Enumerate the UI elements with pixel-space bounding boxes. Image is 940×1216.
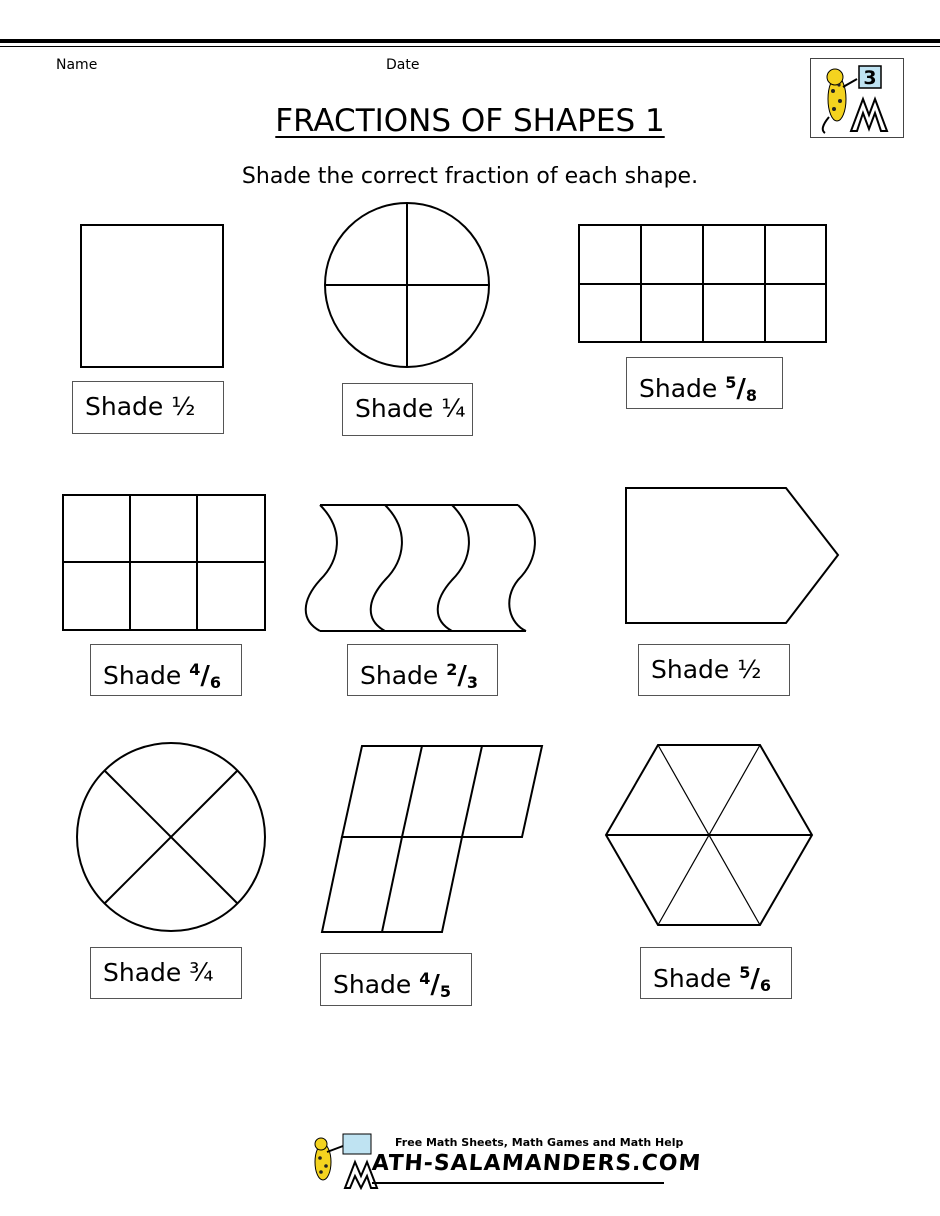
fraction-text: ½ [171,392,196,421]
label-prefix: Shade [103,958,190,987]
fraction-slash: / [750,964,760,994]
footer-tagline: Free Math Sheets, Math Games and Math Help [395,1136,684,1149]
fraction-slash: / [457,661,467,691]
label-problem-2 [342,383,473,436]
label-prefix: Shade [651,655,738,684]
footer-underline [372,1182,664,1184]
fraction-slash: / [736,374,746,404]
fraction-numerator: 4 [419,969,431,988]
logo-badge-number: 3 [863,67,877,89]
label-problem-7 [90,947,242,999]
fraction-slash: / [200,661,210,691]
fraction-slash: / [430,970,440,1000]
label-prefix: Shade [639,374,726,403]
label-prefix: Shade [103,661,190,690]
circle-x-quarters-shape[interactable] [74,740,268,934]
label-problem-1 [72,381,224,434]
label-prefix: Shade [360,661,447,690]
label-prefix: Shade [333,970,420,999]
circle-quarters-shape[interactable] [322,202,492,372]
label-problem-5 [347,644,498,696]
label-prefix: Shade [85,392,172,421]
grid-eighths-shape[interactable] [578,224,828,345]
fraction-denominator: 8 [745,386,758,405]
pentagon-arrow-shape[interactable] [624,486,842,626]
date-label: Date [386,57,420,73]
worksheet-title [0,101,940,141]
fraction-numerator: 5 [725,373,737,392]
fraction-denominator: 3 [466,673,479,692]
label-problem-9 [640,947,792,999]
fraction-text: ¼ [441,394,466,423]
fraction-numerator: 2 [446,660,458,679]
fraction-denominator: 6 [759,976,772,995]
fraction-text: ¾ [189,958,214,987]
label-problem-6 [638,644,790,696]
label-problem-3 [626,357,783,409]
fraction-numerator: 4 [189,660,201,679]
label-problem-8 [320,953,472,1006]
top-rule-thick [0,39,940,43]
fraction-denominator: 6 [209,673,222,692]
label-prefix: Shade [355,394,442,423]
square-shape[interactable] [80,224,226,370]
label-problem-4 [90,644,242,696]
fraction-denominator: 5 [439,982,452,1001]
parallelogram-fifths-shape[interactable] [320,744,546,936]
grid-sixths-shape[interactable] [62,494,268,633]
top-rule-thin [0,46,940,47]
label-prefix: Shade [653,964,740,993]
hexagon-sixths-shape[interactable] [602,742,816,930]
name-label: Name [56,57,98,73]
worksheet-title-text: FRACTIONS OF SHAPES 1 [275,103,665,139]
worksheet-instruction: Shade the correct fraction of each shape. [241,164,699,189]
footer-brand-link[interactable]: ATH-SALAMANDERS.COM [371,1151,703,1176]
fraction-numerator: 5 [739,963,751,982]
fraction-text: ½ [737,655,762,684]
wavy-thirds-shape[interactable] [300,500,552,636]
